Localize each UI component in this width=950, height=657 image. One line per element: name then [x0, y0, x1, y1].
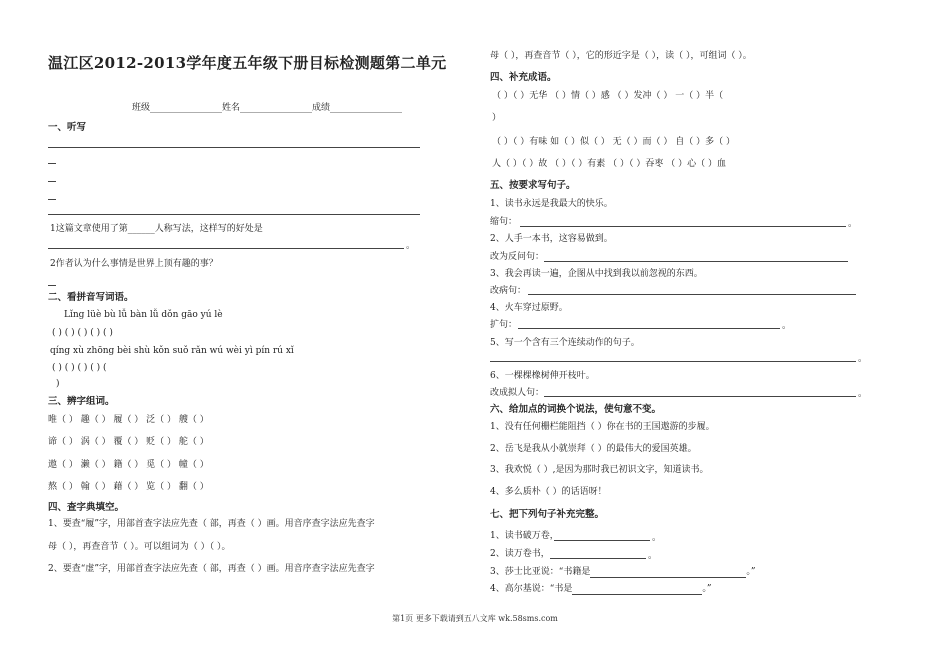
- sentence-q4-label: 扩句：: [490, 320, 518, 330]
- complete-q4-suffix: 。”: [702, 584, 712, 594]
- section-heading-word-groups: 三、辨字组词。: [48, 396, 115, 407]
- dictation-question-1: 1这篇文章使用了第______人称写法，这样写的好处是: [50, 224, 263, 234]
- synonym-q3: 3、我欢悦（ ）,是因为那时我已初识文字，知道读书。: [490, 465, 709, 475]
- complete-q4-prefix: 4、高尔基说：“书是: [490, 584, 573, 594]
- section-heading-idioms: 四、补充成语。: [490, 72, 557, 83]
- word-group-row: 唯（ ） 趣（ ） 履（ ） 泛（ ） 艘（ ）: [48, 415, 209, 425]
- idiom-row-2: （ ）（ ）有味 如（ ）似（ ） 无（ ）而（ ） 自（ ）多（ ）: [492, 137, 735, 147]
- period: 。: [406, 241, 416, 251]
- page-footer: 第1页 更多下载请到五八文库 wk.58sms.com: [392, 614, 558, 623]
- period: 。: [848, 219, 858, 229]
- sentence-q4: 4、火车穿过原野。: [490, 303, 568, 313]
- pinyin-blank-row-2: ( ) ( ) ( ) ( ) (: [52, 363, 107, 373]
- pinyin-blank-row-2-end: ): [56, 379, 60, 389]
- answer-line: [528, 294, 856, 295]
- student-info-line: 班级________________姓名________________成绩________________: [132, 103, 403, 113]
- section-heading-synonyms: 六、给加点的词换个说法，使句意不变。: [490, 404, 662, 415]
- period: 。: [858, 354, 868, 364]
- sentence-q3-label: 改病句：: [490, 286, 527, 296]
- answer-dash: [48, 181, 56, 182]
- answer-line: [572, 585, 702, 595]
- synonym-q2: 2、岳飞是我从小就崇拜（ ）的最伟大的爱国英雄。: [490, 444, 697, 454]
- answer-dash: [48, 199, 56, 200]
- pinyin-row-1: Lǐng lüè bù lǚ bàn lǚ dǒn gāo yú lè: [64, 310, 223, 320]
- sentence-q1: 1、读书永远是我最大的快乐。: [490, 199, 613, 209]
- complete-q1: 1、读书破万卷，: [490, 531, 559, 541]
- idiom-row-1-end: ）: [492, 113, 502, 123]
- synonym-q4: 4、多么质朴（ ）的话语呀！: [490, 487, 607, 497]
- section-heading-pinyin: 二、看拼音写词语。: [48, 292, 134, 303]
- period: 。: [652, 533, 662, 543]
- complete-q3: [490, 566, 755, 578]
- complete-q4: [490, 583, 711, 595]
- section-heading-complete: 七、把下列句子补充完整。: [490, 509, 605, 520]
- answer-line: [554, 540, 650, 541]
- sentence-q3: 3、我会再读一遍，企图从中找到我以前忽视的东西。: [490, 269, 703, 279]
- section-heading-dictation: 一、听写: [48, 122, 87, 133]
- pinyin-row-2: qíng xù zhōng bèi shù kǒn suǒ rǎn wú wèi yì pín rú xǐ: [50, 346, 294, 356]
- answer-line: [518, 328, 780, 329]
- word-group-row: 遨（ ） 濑（ ） 籍（ ） 觅（ ） 幢（ ）: [48, 460, 209, 470]
- answer-dash: [48, 163, 56, 164]
- complete-q3-suffix: 。”: [746, 567, 756, 577]
- dictionary-q2-line2: 母（ ），再查音节（ ），它的形近字是（ ），读（ ），可组词（ ）。: [490, 51, 752, 61]
- complete-q2: 2、读万卷书，: [490, 549, 550, 559]
- sentence-q6-label: 改成拟人句：: [490, 388, 545, 398]
- sentence-q2: 2、人手一本书，这容易做到。: [490, 234, 613, 244]
- synonym-q1: 1、没有任何栅栏能阻挡（ ）你在书的王国遨游的步履。: [490, 422, 715, 432]
- dictionary-q1-line1: 1、要查“履”字，用部首查字法应先查（ 部，再查（ ）画。用音序查字法应先查字: [48, 519, 375, 529]
- dictionary-q2-line1: 2、要查“虚”字，用部首查字法应先查（ 部，再查（ ）画。用音序查字法应先查字: [48, 564, 375, 574]
- sentence-q6: 6、一棵棵橡树伸开枝叶。: [490, 371, 595, 381]
- period: 。: [782, 321, 792, 331]
- word-group-row: 谛（ ） 涡（ ） 覆（ ） 贬（ ） 舵（ ）: [48, 437, 209, 447]
- pinyin-blank-row-1: ( ) ( ) ( ) ( ) ( ): [52, 328, 113, 338]
- sentence-q2-label: 改为反问句：: [490, 252, 545, 262]
- dictionary-q1-line2: 母（ ），再查音节（ ）。可以组词为（ ）（ ）。: [48, 542, 231, 552]
- answer-line: [48, 147, 420, 148]
- sentence-q5: 5、写一个含有三个连续动作的句子。: [490, 338, 640, 348]
- section-heading-sentences: 五、按要求写句子。: [490, 180, 576, 191]
- section-heading-dictionary: 四、查字典填空。: [48, 502, 125, 513]
- idiom-row-1: （ ）（ ）无华 （ ）情（ ）感 （ ）发冲（ ） 一（ ）半（: [492, 91, 724, 101]
- idiom-row-3: 人（ ）（ ）故 （ ）（ ）有素 （ ）（ ）吞枣 （ ）心（ ）血: [492, 159, 726, 169]
- period: 。: [648, 551, 658, 561]
- answer-line: [48, 214, 420, 215]
- word-group-row: 熬（ ） 翰（ ） 藉（ ） 览（ ） 翻（ ）: [48, 482, 209, 492]
- answer-line: [544, 396, 856, 397]
- dictation-question-2: 2作者认为什么事情是世界上顶有趣的事？: [50, 259, 218, 269]
- answer-line: [490, 361, 856, 362]
- sentence-q1-label: 缩句：: [490, 217, 518, 227]
- complete-q3-prefix: 3、莎士比亚说：“书籍是: [490, 567, 591, 577]
- page-title: 温江区2012-2013学年度五年级下册目标检测题第二单元: [48, 54, 447, 72]
- answer-dash: [48, 285, 56, 286]
- answer-line: [48, 248, 404, 249]
- answer-line: [550, 558, 646, 559]
- answer-line: [520, 226, 846, 227]
- period: 。: [858, 389, 868, 399]
- answer-line: [590, 568, 746, 578]
- answer-line: [544, 261, 848, 262]
